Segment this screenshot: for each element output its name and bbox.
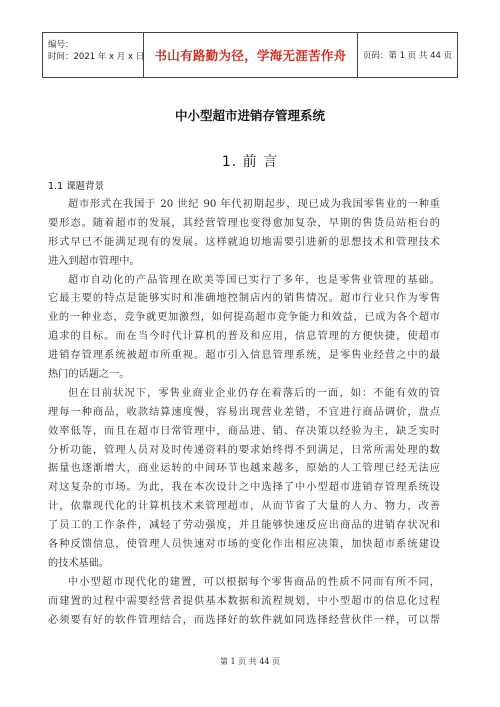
body-line: 了员工的工作条件，减轻了劳动强度，并且能够快速反应出商品的进销存状况和	[48, 520, 440, 532]
body-line: 要形态。随着超市的发展，其经营管理也变得愈加复杂，早期的售货员站柜台的	[48, 217, 440, 229]
header-page-cell	[358, 33, 457, 77]
document-number-label: 编号：	[48, 40, 74, 50]
body-line: 超市自动化的产品管理在欧美等国已实行了多年，也是零售业管理的基础。	[68, 274, 440, 286]
header-motto: 书山有路勤为径，学海无涯苦作舟	[154, 48, 347, 63]
document-time-label: 时间：2021 年 x 月 x 日	[48, 52, 145, 62]
header-page-info: 页码：第 1 页 共 44 页	[362, 51, 453, 61]
page-header	[42, 32, 458, 78]
document-title: 中小型超市进销存管理系统	[174, 108, 325, 123]
subsection-title: 1.1 课题背景	[48, 181, 105, 192]
body-text	[48, 196, 440, 630]
body-line: 必须要有好的软件管理结合，而选择好的软件就如同选择经营伙伴一样，可以帮	[48, 614, 440, 626]
body-line: 的技术基础。	[48, 557, 110, 569]
body-line: 理每一种商品，收款结算速度慢，容易出现营业差错，不宜进行商品调价，盘点	[48, 406, 440, 418]
body-line: 形式早已不能满足现有的发展。这样就迫切地需要引进新的思想技术和管理技术	[48, 236, 440, 248]
body-line: 但在目前状况下，零售业商业企业仍存在着落后的一面，如：不能有效的管	[68, 387, 440, 399]
body-line: 计，依靠现代化的计算机技术来管理超市，从而节省了大量的人力、物力，改善	[48, 501, 440, 513]
body-line: 进销存管理系统被超市所重视。超市引入信息管理系统，是零售业经营之中的最	[48, 350, 440, 362]
page-footer: 第 1 页 共 44 页	[220, 657, 280, 666]
body-line: 它最主要的特点是能够实时和准确地控制店内的销售情况。超市行业只作为零售	[48, 293, 440, 305]
body-line: 中小型超市现代化的建置，可以根据每个零售商品的性质不同而有所不同，	[68, 576, 440, 588]
body-line: 各种反馈信息，使管理人员快速对市场的变化作出相应决策，加快超市系统建设	[48, 539, 440, 551]
body-line: 追求的目标。而在当今时代计算机的普及和应用，信息管理的方便快捷，使超市	[48, 331, 440, 343]
body-line: 而建置的过程中需要经营者提供基本数据和流程规划，中小型超市的信息化过程	[48, 595, 440, 607]
section-title: 1. 前 言	[221, 154, 279, 170]
body-line: 据量也逐渐增大，商业运转的中间环节也越来越多，原始的人工管理已经无法应	[48, 463, 440, 475]
header-motto-cell	[144, 33, 358, 77]
body-line: 业的一种业态，竞争就更加激烈，如何提高超市竞争能力和效益，已成为各个超市	[48, 312, 440, 324]
body-line: 效率低等，而且在超市日常管理中，商品进、销、存决策以经验为主，缺乏实时	[48, 425, 440, 437]
body-line: 对这复杂的市场。为此，我在本次设计之中选择了中小型超市进销存管理系统设	[48, 482, 440, 494]
body-line: 分析功能，管理人员对及时传递资料的要求始终得不到满足，日常所需处理的数	[48, 444, 440, 456]
header-meta-cell	[43, 33, 144, 77]
body-line: 进入到超市管理中。	[48, 255, 140, 267]
body-line: 热门的话题之一。	[48, 369, 130, 381]
body-line: 超市形式在我国于 20 世纪 90 年代初期起步，现已成为我国零售业的一种重	[68, 199, 440, 210]
